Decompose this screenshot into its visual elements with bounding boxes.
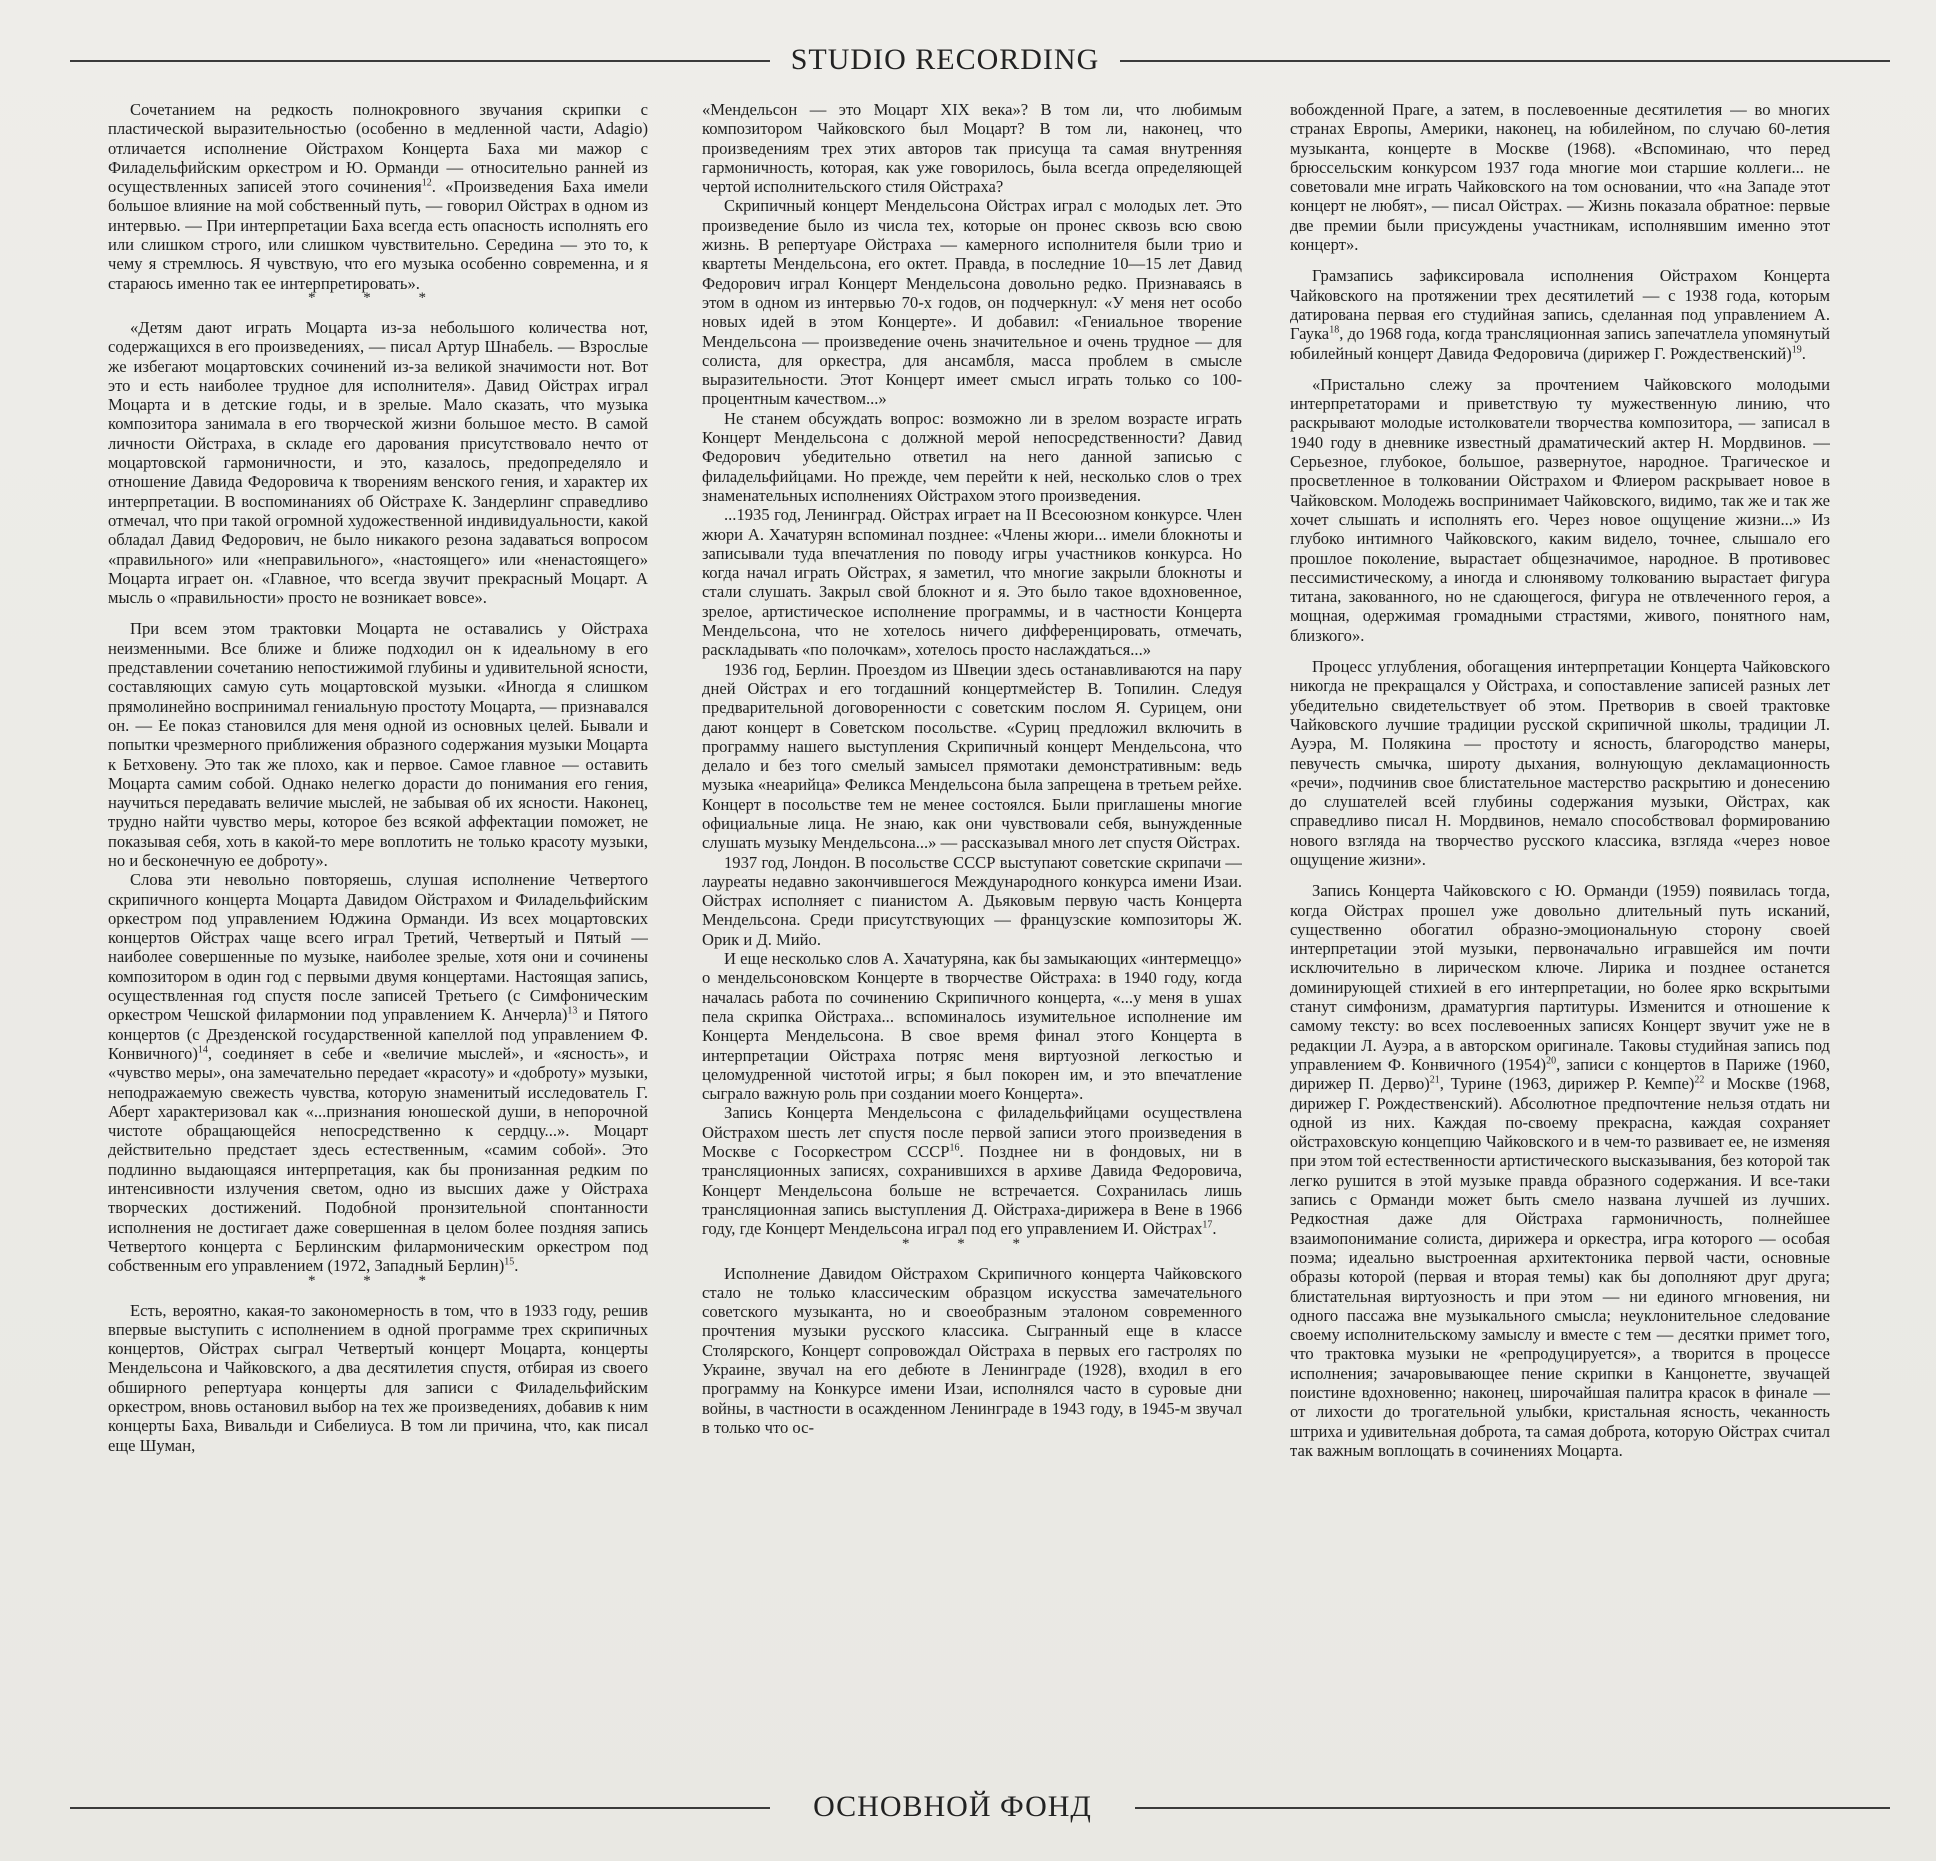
page-footer <box>0 1782 1936 1832</box>
paragraph: Не станем обсуждать вопрос: возможно ли в зрелом возрасте играть Концерт Мендельсона с должной мерой непосредственности? Давид Федорович убедительно ответил на него данной записью с филадельфийцами. Но прежде, чем перейти к ней, несколько слов о трех знаменательных исполнениях Ойстрахом этого произведения. <box>702 408 1242 505</box>
paragraph: ...1935 год, Ленинград. Ойстрах играет на II Всесоюзном конкурсе. Член жюри А. Хачатурян вспоминал позднее: «Члены жюри... имели блокноты и записывали туда впечатления по поводу игры участников конкурса. Но когда начал играть Ойстрах, я заметил, что многие закрыли блокноты и стали слушать. Закрыл свой блокнот и я. Это было такое вдохновенное, зрелое, артистическое исполнение программы, и в частности Концерта Мендельсона, что не хотелось ничего дифференцировать, отмечать, раскладывать «по полочкам», хотелось просто наслаждаться...» <box>702 505 1242 660</box>
paragraph: «Пристально слежу за прочтением Чайковского молодыми интерпретаторами и приветствую ту мужественную линию, что раскрывают молодые истолкователи творчества композитора, — записал в 1940 году в дневнике известный драматический актер Н. Мордвинов. — Серьезное, глубокое, большое, развернутое, народное. Трагическое и просветленное в толковании Ойстрахом и Флиером раскрывает новое в Чайковском. Молодежь воспринимает Чайковского, видимо, так же и так же хочет слышать и исполнять его. Через новое ощущение жизни...» Из глубоко интимного Чайковского, каким видело, точнее, слышало его прошлое поколение, вырастает общезначимое, народное. В противовес пессимистическому, а иногда и слюнявому толкованию вырастает фигура титана, закованного, но не сдающегося, фигура не отвлеченного героя, а мощная, одержимая громадными страстями, живого, понятного нам, близкого». <box>1290 374 1830 645</box>
paragraph: Скрипичный концерт Мендельсона Ойстрах играл с молодых лет. Это произведение было из числа тех, которые он пронес сквозь всю свою жизнь. В репертуаре Ойстраха — камерного исполнителя были трио и квартеты Мендельсона, его октет. Правда, в последние 10—15 лет Давид Федорович играл Концерт Мендельсона довольно редко. Признаваясь в этом в одном из интервью 70-х годов, он подчеркнул: «У меня нет особо новых идей в этом Концерте». И добавил: «Гениальное творение Мендельсона — произведение очень значительное и очень трудное — для солиста, для оркестра, для ансамбля, масса проблем в смысле выразительности. Этот Концерт имеет смысл играть только со 100-процентным качеством...» <box>702 196 1242 409</box>
paragraph: И еще несколько слов А. Хачатуряна, как бы замыкающих «интермеццо» о мендельсоновском Концерте в творчестве Ойстраха: в 1940 году, когда началась работа по сочинению Скрипичного концерта, «...у меня в ушах пела скрипка Ойстраха... вспоминалось изумительное исполнение им Концерта Мендельсона. В свое время финал этого Концерта в интерпретации Ойстраха потряс меня виртуозной легкостью и целомудренной чистотой игры; я был покорен им, и это впечатление сыграло важную роль при создании моего Концерта». <box>702 949 1242 1104</box>
paragraph: При всем этом трактовки Моцарта не оставались у Ойстраха неизменными. Все ближе и ближе подходил он к идеальному в его представлении сочетанию непостижимой глубины и удивительной ясности, составляющих самую суть моцартовской музыки. «Иногда я слишком прямолинейно воспринимал гениальную простоту Моцарта, — признавался он. — Ее показ становился для меня одной из основных целей. Бывали и попытки чрезмерного приближения образного содержания музыки Моцарта к Бетховену. Это так же плохо, как и первое. Самое главное — оставить Моцарта самим собой. Однако нелегко дорасти до понимания его гения, научиться передавать величие мыслей, не забывая об их ясности. Наконец, трудно найти чувство меры, которое без всякой аффектации поможет, не показывая себя, хоть в какой-то мере воплотить не только красоту музыки, но и бесконечную ее доброту». <box>108 619 648 870</box>
footer-title: ОСНОВНОЙ ФОНД <box>813 1790 1092 1823</box>
text-column-1 <box>108 100 648 1770</box>
section-divider: * * * <box>902 1235 1042 1252</box>
paragraph: Сочетанием на редкость полнокровного звучания скрипки с пластической выразительностью (особенно в медленной части, Adagio) отличается исполнение Ойстрахом Концерта Баха ми мажор с Филадельфийским оркестром и Ю. Орманди — относительно ранней из осуществленных записей этого сочинения$^{12}$. «Произведения Баха имели большое влияние на мой собственный путь, — говорил Ойстрах в одном из интервью. — При интерпретации Баха всегда есть опасность исполнять его или слишком строго, или слишком чувствительно. Середина — это то, к чему я стремлюсь. Я чувствую, что его музыка особенно современна, и я стараюсь именно так ее интерпретировать». <box>108 100 648 293</box>
paragraph: «Мендельсон — это Моцарт XIX века»? В том ли, что любимым композитором Чайковского был Моцарт? В том ли, наконец, что произведениям трех этих авторов так присуща та самая внутренняя гармоничность, которая, как уже говорилось, была всегда определяющей чертой исполнительского стиля Ойстраха? <box>702 100 1242 197</box>
paragraph: Слова эти невольно повторяешь, слушая исполнение Четвертого скрипичного концерта Моцарта Давидом Ойстрахом и Филадельфийским оркестром под управлением Юджина Орманди. Из всех моцартовских концертов Ойстрах чаще всего играл Третий, Четвертый и Пятый — наиболее совершенные по музыке, наиболее зрелые, хотя они и сочинены композитором в один год с первыми двумя концертами. Настоящая запись, осуществленная год спустя после записей Третьего (с Симфоническим оркестром Чешской филармонии под управлением К. Анчерла)$^{13}$ и Пятого концертов (с Дрезденской государственной капеллой под управлением Ф. Конвичного)$^{14}$, соединяет в себе и «величие мыслей», и «ясность», и «чувство меры», она замечательно передает «красоту» и «доброту» музыки, неподражаемую свежесть чувства, которую знаменитый исследователь Г. Аберт характеризовал как «...признания юношеской души, в непорочной чистоте обращающейся непосредственно к сердцу...». Моцарт действительно предстает здесь естественным, «самим собой». Это подлинно выдающаяся интерпретация, как бы пронизанная редким по интенсивности излучения светом, одно из высших даже у Ойстраха творческих достижений. Подобной пронзительной спонтанности исполнения не достигает даже совершенная в целом более поздняя запись Четвертого концерта с Берлинским филармоническим оркестром под собственным его управлением (1972, Западный Берлин)$^{15}$. <box>108 870 648 1276</box>
footer-rule-left <box>70 1807 770 1809</box>
paragraph: 1937 год, Лондон. В посольстве СССР выступают советские скрипачи — лауреаты недавно закончившегося Международного конкурса имени Изаи. Ойстрах исполняет с пианистом А. Дьяковым первую часть Концерта Мендельсона. Среди присутствующих — французские композиторы Ж. Орик и Д. Мийо. <box>702 852 1242 949</box>
text-column-3 <box>1290 100 1830 1770</box>
footer-rule-right <box>1135 1807 1890 1809</box>
section-divider: * * * <box>308 289 448 306</box>
paragraph: Запись Концерта Чайковского с Ю. Орманди (1959) появилась тогда, когда Ойстрах прошел уже довольно длительный путь исканий, существенно обогатил образно-эмоциональную сторону своей интерпретации этой музыки, первоначально игравшейся им почти исключительно в лирическом ключе. Лирика и позднее останется доминирующей стихией в его интерпретации, но более ярко вскрытыми станут симфонизм, драматургия партитуры. Изменится и отношение к самому тексту: во всех послевоенных записях Концерт звучит уже не в редакции Л. Ауэра, а в авторском оригинале. Таковы студийная запись под управлением Ф. Конвичного $(1954)^{20}$, записи с концертов в Париже (1960, дирижер П. Дерво)$^{21}$, Турине (1963, дирижер Р. Кемпе)$^{22}$ и Москве (1968, дирижер Г. Рождественский). Абсолютное предпочтение нельзя отдать ни одной из них. Каждая по-своему прекрасна, каждая сохраняет ойстраховскую концепцию Чайковского и в чем-то развивает ее, не изменяя при этом той естественности артистического высказывания, без которой так легко рушится в этой музыке правда образного содержания. И все-таки запись с Орманди может быть смело названа лучшей из лучших. Редкостная даже для Ойстраха гармоничность, полнейшее взаимопонимание солиста, дирижера и оркестра, игра которого — особая поэма; идеально выстроенная архитектоника первой части, основные образы которой (первая и вторая темы) как бы дополняют друг друга; блистательная виртуозность и при этом — ни единого мгновения, ни одного пассажа вне музыкального смысла; неуклонительное следование своему исполнительскому замыслу и вместе с тем — десятки примет того, что трактовка музыки не «репродуцируется», а творится в процессе исполнения; зачаровывающее пение скрипки в Канцонетте, звучащей поистине вдохновенно; наконец, широчайшая палитра красок в финале — от лихости до трогательной улыбки, кристальная ясность, чеканность штриха и удивительная доброта, та самая доброта, которую Ойстрах считал так важным воплощать в сочинениях Моцарта. <box>1290 881 1830 1460</box>
paragraph: вобожденной Праге, а затем, в послевоенные десятилетия — во многих странах Европы, Америки, наконец, на юбилейном, по случаю 60-летия музыканта, концерте в Москве (1968). «Вспоминаю, что перед брюссельским конкурсом 1937 года многие мои старшие коллеги... не советовали мне играть Чайковского на том основании, что «на Западе этот концерт не любят», — писал Ойстрах. — Жизнь показала обратное: первые две премии были присуждены участникам, исполнявшим именно этот концерт». <box>1290 100 1830 255</box>
paragraph: 1936 год, Берлин. Проездом из Швеции здесь останавливаются на пару дней Ойстрах и его тогдашний концертмейстер В. Топилин. Следуя предварительной договоренности с советским послом Я. Сурицем, они дают концерт в Советском посольстве. «Суриц предложил включить в программу нашего выступления Скрипичный концерт Мендельсона, что делало и без того смелый замысел прямотаки демонстративным: ведь музыка «неарийца» Феликса Мендельсона была запрещена в третьем рейхе. Концерт в посольстве тем не менее состоялся. Были приглашены многие официальные лица. Не знаю, как они чувствовали себя, вынужденные слушать музыку Мендельсона...» — рассказывал много лет спустя Ойстрах. <box>702 659 1242 853</box>
section-divider: * * * <box>308 1272 448 1289</box>
header-rule-right <box>1120 60 1890 62</box>
header-rule-left <box>70 60 770 62</box>
paragraph: Процесс углубления, обогащения интерпретации Концерта Чайковского никогда не прекращался у Ойстраха, и сопоставление записей разных лет убедительно свидетельствует об этом. Претворив в своей трактовке Чайковского лучшие традиции русской скрипичной школы, традиции Л. Ауэра, М. Полякина — простоту и ясность, благородство манеры, певучесть смычка, широту дыхания, волнующую декламационность «речи», подчинив свое блистательное мастерство раскрытию и донесению до слушателей всей глубины содержания музыки, Ойстрах, как справедливо писал Н. Мордвинов, немало способствовал формированию нового взгляда на творчество русского классика, взгляда «через новое ощущение жизни». <box>1290 657 1830 869</box>
page-header <box>0 38 1936 82</box>
paragraph: Есть, вероятно, какая-то закономерность в том, что в 1933 году, решив впервые выступить с исполнением в одной программе трех скрипичных концертов, Ойстрах сыграл Четвертый концерт Моцарта, концерты Мендельсона и Чайковского, а два десятилетия спустя, отбирая из своего обширного репертуара концерты для записи с Филадельфийским оркестром, вновь остановил выбор на тех же произведениях, добавив к ним концерты Баха, Вивальди и Сибелиуса. В том ли причина, что, как писал еще Шуман, <box>108 1300 648 1455</box>
paragraph: «Детям дают играть Моцарта из-за небольшого количества нот, содержащихся в его произведениях, — писал Артур Шнабель. — Взрослые же избегают моцартовских сочинений из-за великой значимости нот. Вот это и есть наиболее трудное для исполнителя». Давид Ойстрах играл Моцарта и в детские годы, и в зрелые. Мало сказать, что музыка композитора занимала в его творческой жизни большое место. В самой личности Ойстраха, в складе его дарования присутствовало нечто от моцартовской гармоничности, и это, казалось, предопределяло и отношение Давида Федоровича к творениям венского гения, и характер их интерпретации. В воспоминаниях об Ойстрахе К. Зандерлинг справедливо отмечал, что при такой огромной художественной индивидуальности, какой обладал Давид Федорович, не было никакого резона задаваться вопросом «правильного» или «неправильного», «настоящего» или «ненастоящего» Моцарта играет он. «Главное, что всегда звучит прекрасный Моцарт. А мысль о «правильности» просто не возникает вовсе». <box>108 317 648 608</box>
header-title: STUDIO RECORDING <box>790 43 1100 76</box>
text-column-2 <box>702 100 1242 1770</box>
paragraph: Запись Концерта Мендельсона с филадельфийцами осуществлена Ойстрахом шесть лет спустя после первой записи этого произведения в Москве с Госоркестром СССР$^{16}$. Позднее ни в фондовых, ни в трансляционных записях, сохранившихся в архиве Давида Федоровича, Концерт Мендельсона больше не встречается. Сохранилась лишь трансляционная запись выступления Д. Ойстраха-дирижера в Вене в 1966 году, где Концерт Мендельсона играл под его управлением И. Ойстрах$^{17}$. <box>702 1103 1242 1239</box>
paragraph: Грамзапись зафиксировала исполнения Ойстрахом Концерта Чайковского на протяжении трех десятилетий — с 1938 года, которым датирована первая его студийная запись, сделанная под управлением А. Гаука$^{18}$, до 1968 года, когда трансляционная запись запечатлела упомянутый юбилейный концерт Давида Федоровича (дирижер Г. Рождественский)$^{19}$. <box>1290 266 1830 363</box>
paragraph: Исполнение Давидом Ойстрахом Скрипичного концерта Чайковского стало не только классическим образцом искусства замечательного советского музыканта, но и своеобразным эталоном современного прочтения музыки русского классика. Сыгранный еще в классе Столярского, Концерт сопровождал Ойстраха в первых его гастролях по Украине, звучал на его дебюте в Ленинграде (1928), входил в его программу на Конкурсе имени Изаи, исполнялся часто в суровые дни войны, в частности в осажденном Ленинграде в 1943 году, в 1945-м звучал в только что ос- <box>702 1263 1242 1437</box>
